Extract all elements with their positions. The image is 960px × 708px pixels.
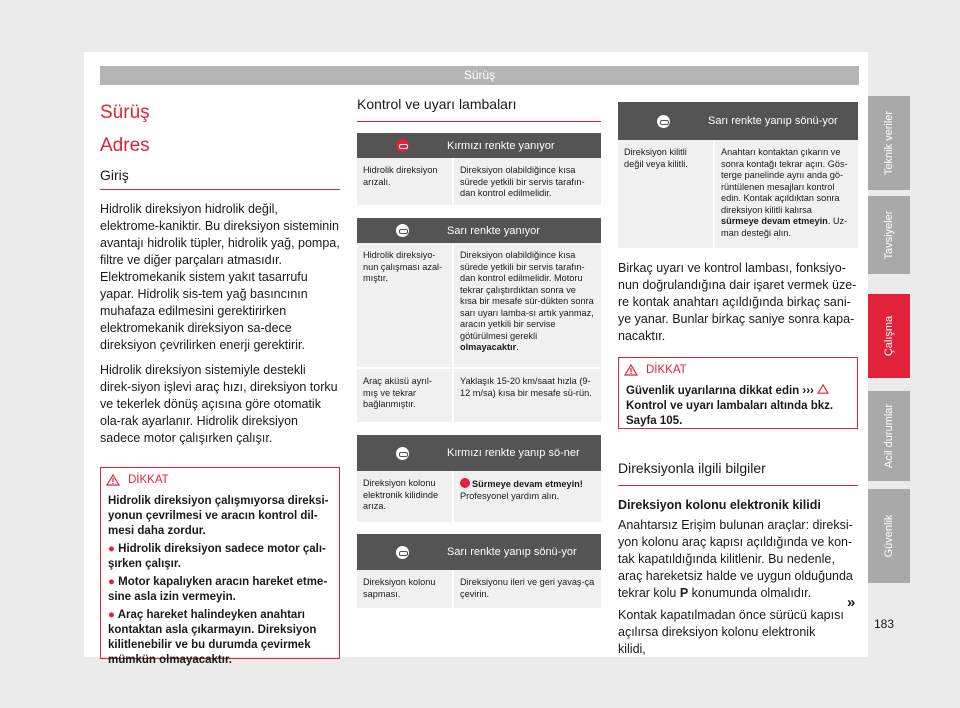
middle-column [357,96,601,608]
lamp-action: Direksiyonu ileri ve geri yavaş-ça çevirin. [452,570,601,608]
page-title: Sürüş [100,102,150,123]
lamp-header-text: Kırmızı renkte yanıyor [447,139,555,152]
lamp-header [357,133,601,158]
warning-box [100,467,340,666]
warning-icon [624,364,638,376]
divider [618,485,858,486]
steering-warning-icon [657,115,670,128]
tab-label: Acil durumlar [883,403,895,469]
warning-label: DİKKAT [128,474,169,486]
steering-warning-icon [396,139,409,152]
lamp-header [357,218,601,243]
lamp-header [357,435,601,471]
warning-header [624,364,850,376]
lamp-cause: Direksiyon kolonu sapması. [363,577,436,599]
lamp-table [357,534,601,608]
lamp-row [357,158,601,205]
warning-text: Güvenlik uyarılarına dikkat edin ››› Kontrol ve uyarı lambaları altında bkz. Sayfa 105. [626,385,834,427]
tab-calisma[interactable] [868,294,910,378]
lamp-action: Direksiyon olabildiğince kısa sürede yetkili bir servis tarafın-dan kontrol edilmelidir. Motoru tekrar çalıştırdıktan sonra ve kısa bir mesafe sür-dükten sonra sarı uyarı lamba-sı artık yanmaz, aracın yetkili bir servise götürülmesi gerekli olmayacaktır. [452,243,601,367]
warning-label: DİKKAT [646,364,687,376]
continued-arrow: » [847,594,856,611]
page-number: 183 [874,617,895,631]
running-header: Sürüş [100,66,859,85]
section-heading: Direksiyonla ilgili bilgiler [618,460,766,476]
tab-label: Güvenlik [883,514,895,558]
subheading: Direksiyon kolonu elektronik kilidi [618,498,821,512]
lamp-action: Direksiyon olabildiğince kısa sürede yetkili bir servis tarafın-dan kontrol edilmelidir. [452,158,601,205]
lamp-row [357,570,601,608]
lamp-row [357,369,601,422]
warning-bullet: ● Motor kapalıyken aracın hareket etme-sine asla izin vermeyin. [108,576,328,603]
divider [357,121,601,122]
lamp-cause: Direksiyon kolonu elektronik kilidinde arıza. [363,478,439,511]
warning-box [618,357,858,429]
paragraph: Hidrolik direksiyon sistemiyle destekli direk-siyon işlevi araç hızı, direksiyon torku ve tekerlek dönüş açısına göre otomatik ola-rak ayarlanır. Hidrolik direksiyon sadece motor çalışırken çalışır. [100,363,338,445]
middle-heading: Kontrol ve uyarı lambaları [357,96,517,112]
section-title: Adres [100,135,150,156]
warning-icon [106,474,120,486]
tab-label: Tavsiyeler [883,210,895,260]
lamp-header-text: Kırmızı renkte yanıp sö-ner [447,446,580,459]
steering-warning-icon [396,224,409,237]
lamp-table [357,218,601,422]
lamp-cause: Hidrolik direksiyon arızalı. [363,165,438,187]
tab-tavsiyeler[interactable] [868,196,910,274]
left-column [100,102,340,666]
lamp-action: Sürmeye devam etmeyin! Profesyonel yardım alın. [452,471,601,522]
tab-label: Teknik veriler [883,110,895,176]
tab-acil-durumlar[interactable] [868,391,910,481]
lamp-cause: Direksiyon kilitli değil veya kilitli. [624,147,688,169]
warning-text: Hidrolik direksiyon çalışmıyorsa direksi-yonun çevrilmesi ve aracın kontrol dil-mesi daha zordur. [108,495,329,537]
warning-bullet: ● Hidrolik direksiyon sadece motor çalı-şırken çalışır. [108,543,326,570]
paragraph: Birkaç uyarı ve kontrol lambası, fonksiyo-nun doğrulandığına dair işaret vermek üze-re kontak anahtarı açıldığında birkaç sani-ye yanar. Bunlar birkaç saniye sonra kapa-nacaktır. [618,261,857,343]
divider [100,189,340,190]
paragraph: Anahtarsız Erişim bulunan araçlar: direksi-yon kolonu araç kapısı açıldığında ve kon-tak kapatıldığında kilitlenir. Bu nedenle, araç hareketsiz halde ve uygun olduğunda tekrar kolu P konumunda olmalıdır. [618,518,853,600]
warning-bullet: ● Araç hareket halindeyken anahtarı kontaktan asla çıkarmayın. Direksiyon kilitlenebilir ve bu durumda çevirmek mümkün olmayacaktır. [108,609,317,666]
lamp-table [357,435,601,522]
paragraph: Kontak kapatılmadan önce sürücü kapısı açılırsa direksiyon kolonu elektronik kilidi, [618,608,844,656]
lamp-cause: Araç aküsü ayrıl-mış ve tekrar bağlanmıştır. [363,376,432,409]
lamp-table [618,102,858,248]
lamp-header-text: Sarı renkte yanıyor [447,224,540,237]
lamp-cause: Hidrolik direksiyo-nun çalışması azal-mıştır. [363,250,443,283]
lamp-header [618,102,858,140]
lamp-action: Yaklaşık 15-20 km/saat hızla (9-12 m/sa) kısa bir mesafe sü-rün. [452,369,601,422]
lamp-header [357,534,601,570]
lamp-row [357,471,601,522]
lamp-header-text: Sarı renkte yanıp sönü-yor [447,545,577,558]
lamp-header-text: Sarı renkte yanıp sönü-yor [708,115,838,127]
paragraph: Hidrolik direksiyon hidrolik değil, elektrome-kaniktir. Bu direksiyon sisteminin avantajı hidrolik tüpler, hidrolik yağ, pompa, filtre ve diğer parçaları atmasıdır. Elektromekanik sistem yakıt tasarrufu yapar. Hidrolik sis-tem yağ basıncının muhafaza edilmesini gerektirirken elektromekanik direksiyon sa-dece direksiyon çevrilirken enerji gerektirir. [100,202,340,352]
warning-header [106,474,332,486]
steering-warning-icon [396,546,409,559]
warning-icon [817,384,829,394]
steering-warning-icon [396,447,409,460]
subsection-title: Giriş [100,167,129,183]
lamp-row [618,140,858,248]
lamp-action: Anahtarı kontaktan çıkarın ve sonra kontağı tekrar açın. Gös-terge panelinde aynı anda gö-rüntülenen mesajları kontrol edin. Kontak açıldıktan sonra direksiyon kilitli kalırsa sürmeye devam etmeyin. Uz-man desteği alın. [713,140,858,248]
lamp-row [357,243,601,367]
right-column [618,102,858,658]
tab-label: Çalışma [883,315,895,357]
tab-teknik-veriler[interactable] [868,96,910,190]
tab-guvenlik[interactable] [868,489,910,583]
stop-icon [460,478,470,488]
lamp-table [357,133,601,205]
